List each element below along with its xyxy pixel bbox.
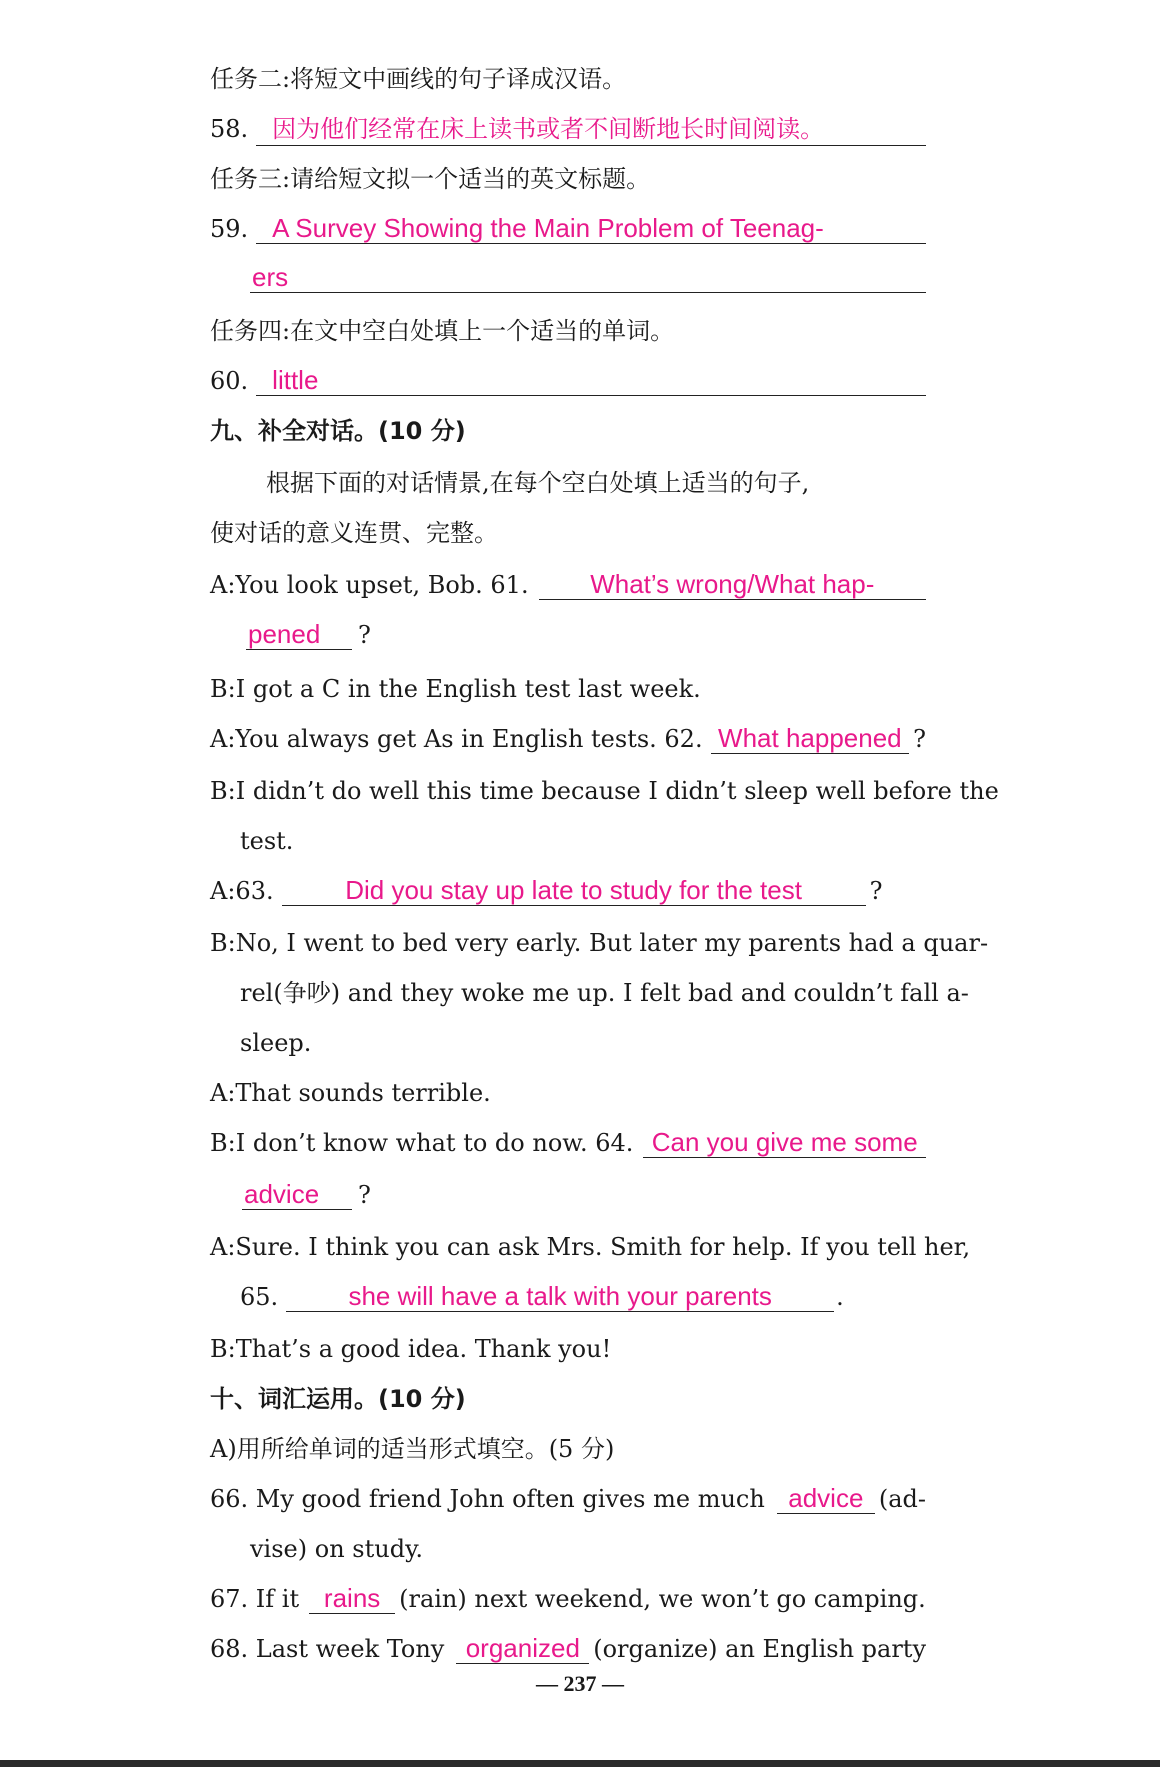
q68-prefix: 68. Last week Tony: [210, 1635, 445, 1663]
q66-row: [210, 1482, 926, 1516]
dialogue-b-dont-know: B:I don’t know what to do now. 64.: [210, 1129, 634, 1157]
q66-suffix: (ad-: [878, 1485, 926, 1513]
q66-line2: vise) on study.: [250, 1535, 424, 1563]
question-mark-64: ?: [358, 1181, 371, 1209]
task3-heading: 任务三:请给短文拟一个适当的英文标题。: [210, 165, 651, 193]
answer-63: Did you stay up late to study for the test: [282, 875, 866, 906]
task2-heading: 任务二:将短文中画线的句子译成汉语。: [210, 65, 627, 93]
q58-answer: 因为他们经常在床上读书或者不间断地长时间阅读。: [256, 115, 926, 146]
question-mark-62: ?: [913, 725, 926, 753]
dialogue-b-quarrel: rel(争吵) and they woke me up. I felt bad and couldn’t fall a-: [240, 979, 969, 1007]
section10-sub-a: A)用所给单词的适当形式填空。(5 分): [210, 1435, 615, 1463]
period-65: .: [836, 1283, 844, 1311]
dialogue-b-asleep: sleep.: [240, 1029, 312, 1057]
q59-row: [210, 212, 926, 246]
dialogue-line-63: [210, 874, 926, 908]
dialogue-b-didnt-do-well: B:I didn’t do well this time because I didn’t sleep well before the: [210, 777, 999, 805]
dialogue-line-64b: [242, 1178, 926, 1212]
dialogue-a-sure: A:Sure. I think you can ask Mrs. Smith for help. If you tell her,: [210, 1233, 971, 1261]
dialogue-b-test: test.: [240, 827, 294, 855]
q66-prefix: 66. My good friend John often gives me much: [210, 1485, 765, 1513]
q60-row: [210, 364, 926, 398]
dialogue-a-terrible: A:That sounds terrible.: [210, 1079, 491, 1107]
q67-row: [210, 1582, 926, 1616]
section9-instruction-1: 根据下面的对话情景,在每个空白处填上适当的句子,: [266, 469, 810, 497]
q68-answer: organized: [456, 1633, 589, 1664]
dialogue-a-63: A:63.: [210, 877, 274, 905]
dialogue-line-62: [210, 722, 926, 756]
q59-answer-line2: ers: [250, 262, 926, 293]
dialogue-b-no-went-to-bed: B:No, I went to bed very early. But later my parents had a quar-: [210, 929, 989, 957]
task4-heading: 任务四:在文中空白处填上一个适当的单词。: [210, 317, 675, 345]
dialogue-line-61: [210, 568, 926, 602]
q59-row2: [250, 262, 926, 293]
answer-65: she will have a talk with your parents: [286, 1281, 834, 1312]
q67-prefix: 67. If it: [210, 1585, 300, 1613]
dialogue-line-61b: [246, 618, 926, 652]
answer-61-line2: pened: [246, 619, 352, 650]
page-number: — 237 —: [536, 1671, 624, 1696]
dialogue-a-always: A:You always get As in English tests. 62.: [210, 725, 703, 753]
section10-title: 十、词汇运用。(10 分): [210, 1385, 466, 1413]
dialogue-b-got-c: B:I got a C in the English test last week.: [210, 675, 701, 703]
q58-number: 58.: [210, 115, 249, 143]
question-mark-63: ?: [869, 877, 883, 905]
section9-instruction-2: 使对话的意义连贯、完整。: [210, 519, 498, 547]
q59-number: 59.: [210, 215, 249, 243]
q60-number: 60.: [210, 367, 249, 395]
q58-row: [210, 112, 926, 146]
question-mark-61: ?: [358, 621, 371, 649]
bottom-edge-bar: [0, 1760, 1160, 1767]
q59-answer-line1: A Survey Showing the Main Problem of Teenag-: [256, 213, 926, 244]
q60-answer: little: [256, 365, 926, 396]
answer-64-line1: Can you give me some: [643, 1127, 926, 1158]
q67-answer: rains: [309, 1583, 395, 1614]
q67-suffix: (rain) next weekend, we won’t go camping.: [399, 1585, 926, 1613]
dialogue-line-65: [240, 1280, 926, 1314]
dialogue-a-upset: A:You look upset, Bob. 61.: [210, 571, 529, 599]
dialogue-line-64: [210, 1126, 926, 1160]
answer-61-line1: What’s wrong/What hap-: [539, 569, 926, 600]
q66-answer: advice: [777, 1483, 875, 1514]
answer-62: What happened: [711, 723, 910, 754]
q68-suffix: (organize) an English party: [593, 1635, 926, 1663]
answer-64-line2: advice: [242, 1179, 352, 1210]
dialogue-b-good-idea: B:That’s a good idea. Thank you!: [210, 1335, 612, 1363]
number-65: 65.: [240, 1283, 279, 1311]
q68-row: [210, 1632, 926, 1666]
section9-title: 九、补全对话。(10 分): [210, 417, 466, 445]
